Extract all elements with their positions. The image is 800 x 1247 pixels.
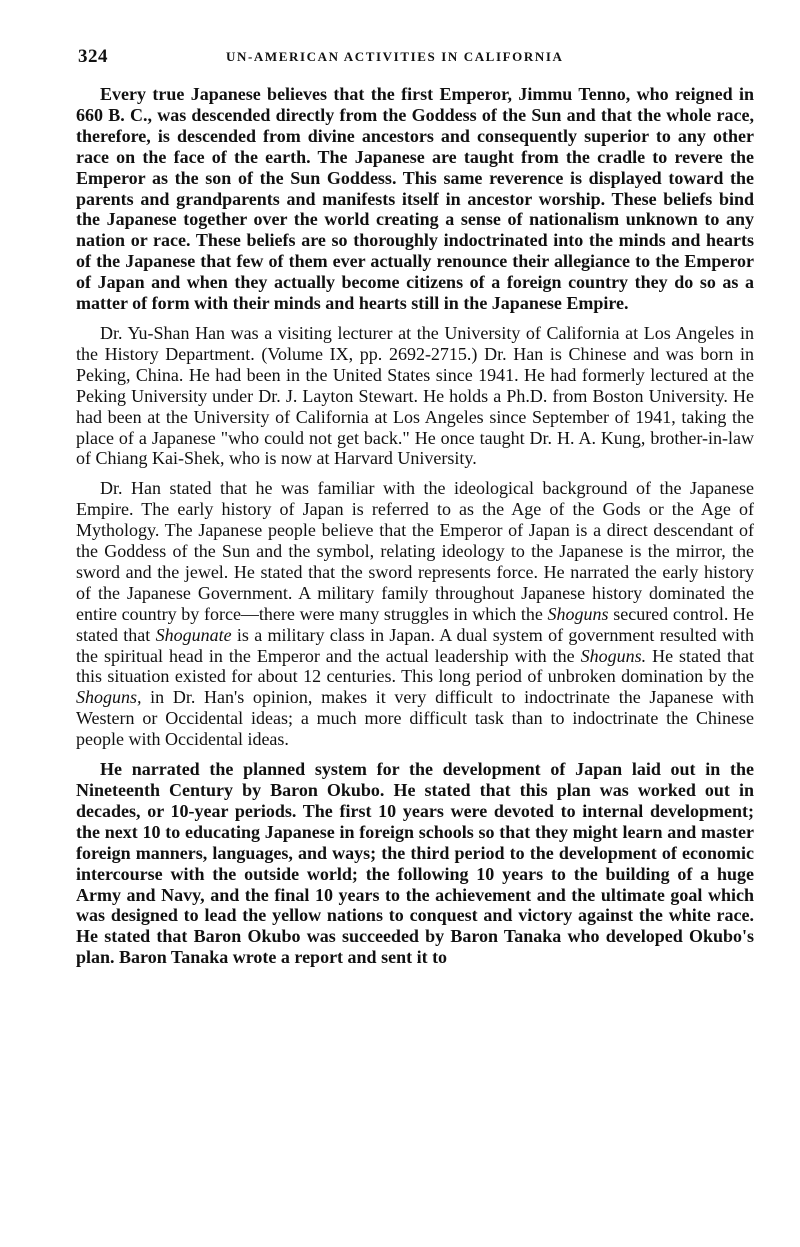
- running-head: UN-AMERICAN ACTIVITIES IN CALIFORNIA: [226, 49, 564, 64]
- paragraph-1: Every true Japanese believes that the first Emperor, Jimmu Tenno, who reigned in 660 B. C., was descended directly from the Goddess of the Sun and that the whole race, therefore, is descended from divine ancestors and consequently superior to any other race on the face of the earth. The Japanese are taught from the cradle to revere the Emperor as the son of the Sun Goddess. This same reverence is displayed toward the parents and grandparents and manifests itself in ancestor worship. These beliefs bind the Japanese together over the world creating a sense of nationalism unknown to any nation or race. These beliefs are so thoroughly indoctrinated into the minds and hearts of the Japanese that few of them ever actually renounce their allegiance to the Emperor of Japan and when they actually become citizens of a foreign country they do so as a matter of form with their minds and hearts still in the Japanese Empire.: [76, 84, 754, 314]
- paragraph-3-italic-shoguns-1: Shoguns: [547, 603, 609, 624]
- paragraph-4: He narrated the planned system for the development of Japan laid out in the Nineteenth Century by Baron Okubo. He stated that this plan was worked out in decades, or 10-year periods. The first 10 years were devoted to internal development; the next 10 to educating Japanese in foreign schools so that they might learn and master foreign manners, languages, and ways; the third period to the development of economic intercourse with the outside world; the following 10 years to the building of a huge Army and Navy, and the final 10 years to the achievement and the ultimate goal which was designed to lead the yellow nations to conquest and victory against the white race. He stated that Baron Okubo was succeeded by Baron Tanaka who developed Okubo's plan. Baron Tanaka wrote a report and sent it to: [76, 759, 754, 968]
- paragraph-3: [76, 478, 754, 750]
- paragraph-3-italic-shoguns-2: Shoguns.: [580, 645, 647, 666]
- paragraph-2: Dr. Yu-Shan Han was a visiting lecturer at the University of California at Los Angeles in the History Department. (Volume IX, pp. 2692-2715.) Dr. Han is Chinese and was born in Peking, China. He had been in the United States since 1941. He had formerly lectured at the Peking University under Dr. J. Layton Stewart. He holds a Ph.D. from Boston University. He had been at the University of California at Los Angeles since September of 1941, taking the place of a Japanese "who could not get back." He once taught Dr. H. A. Kung, brother-in-law of Chiang Kai-Shek, who is now at Harvard University.: [76, 322, 754, 469]
- paragraph-3-text-2: secured control. He stated that: [76, 603, 754, 645]
- paragraph-3-text-3: is a military class in Japan. A dual system of government resulted with the spiritual head in the Emperor and the actual leadership with the: [76, 624, 754, 666]
- body-text: [76, 84, 754, 977]
- paragraph-3-text-1: Dr. Han stated that he was familiar with the ideological background of the Japanese Empire. The early history of Japan is referred to as the Age of the Gods or the Age of Mythology. The Japanese people believe that the Emperor of Japan is a direct descendant of the Goddess of the Sun and the symbol, relating ideology to the Japanese is the mirror, the sword and the jewel. He stated that the sword represents force. He narrated the early history of the Japanese Government. A military family throughout Japanese history dominated the entire country by force—there were many struggles in which the: [76, 478, 754, 624]
- paragraph-3-italic-shogunate: Shogunate: [155, 624, 232, 645]
- page-header: [78, 46, 758, 70]
- paragraph-3-italic-shoguns-3: Shoguns,: [76, 687, 142, 708]
- paragraph-3-text-5: in Dr. Han's opinion, makes it very difficult to indoctrinate the Japanese with Western or Occidental ideas; a much more difficult task than to indoctrinate the Chinese people with Occidental ideas.: [76, 687, 754, 750]
- page-number: 324: [78, 46, 108, 67]
- paragraph-3-text-4: He stated that this situation existed for about 12 centuries. This long period of unbroken domination by the: [76, 645, 754, 687]
